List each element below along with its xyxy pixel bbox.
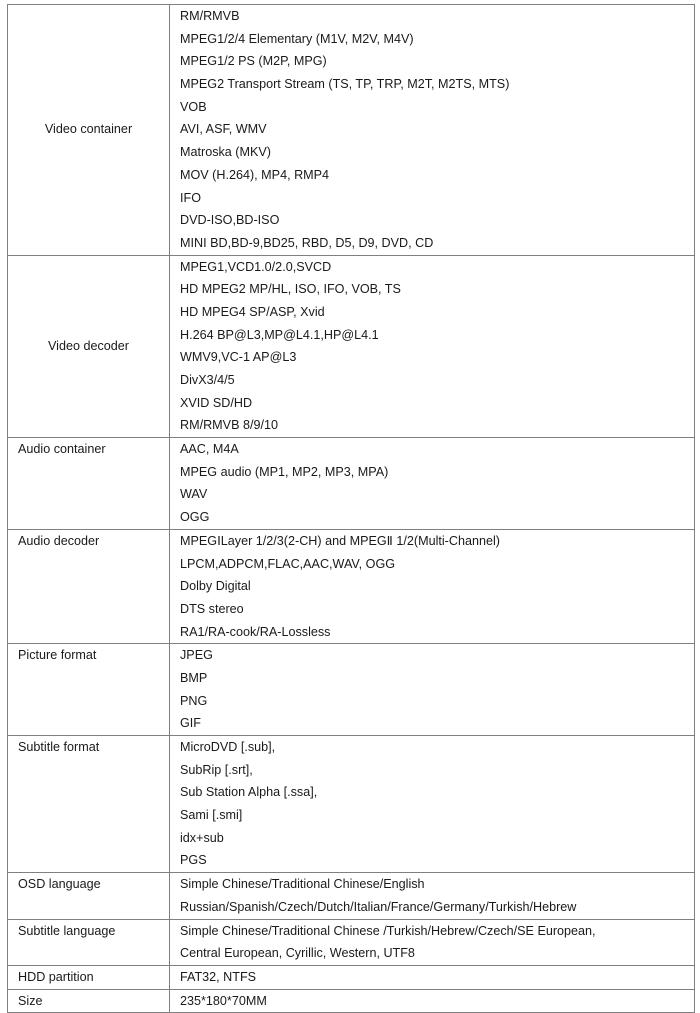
- spec-label-cell: [8, 529, 170, 643]
- spec-value: Simple Chinese/Traditional Chinese/English: [180, 877, 425, 892]
- spec-value: MPEGⅠLayer 1/2/3(2-CH) and MPEGⅡ 1/2(Multi-Channel): [180, 533, 500, 548]
- spec-value: JPEG: [180, 648, 213, 663]
- spec-value: PGS: [180, 853, 207, 868]
- spec-label-cell: [8, 919, 170, 965]
- spec-value: MINI BD,BD-9,BD25, RBD, D5, D9, DVD, CD: [180, 235, 434, 250]
- spec-value-cell: [170, 873, 695, 919]
- spec-label: Subtitle language: [18, 923, 116, 938]
- spec-value: DivX3/4/5: [180, 373, 235, 387]
- spec-value: XVID SD/HD: [180, 395, 253, 410]
- spec-value: Dolby Digital: [180, 579, 251, 594]
- spec-value-cell: [170, 5, 695, 256]
- spec-value: DVD-ISO,BD-ISO: [180, 213, 280, 228]
- spec-value: Sami [.smi]: [180, 808, 243, 823]
- spec-label-cell: [8, 438, 170, 530]
- spec-value: MPEG audio (MP1, MP2, MP3, MPA): [180, 464, 389, 479]
- spec-value: SubRip [.srt],: [180, 762, 253, 777]
- spec-value-cell: [170, 965, 695, 989]
- spec-value: VOB: [180, 99, 207, 114]
- spec-label-cell: [8, 5, 170, 256]
- spec-value: Matroska (MKV): [180, 145, 271, 160]
- spec-value: Simple Chinese/Traditional Chinese /Turkish/Hebrew/Czech/SE European,: [180, 923, 596, 938]
- spec-value: MPEG1/2 PS (M2P, MPG): [180, 54, 327, 69]
- spec-label-cell: [8, 873, 170, 919]
- spec-value: 235*180*70MM: [180, 993, 267, 1008]
- spec-value: GIF: [180, 716, 201, 731]
- spec-label-cell: [8, 644, 170, 736]
- spec-row: [8, 873, 695, 919]
- spec-value: WMV9,VC-1 AP@L3: [180, 350, 297, 365]
- spec-row: [8, 5, 695, 256]
- spec-value: MPEG2 Transport Stream (TS, TP, TRP, M2T, M2TS, MTS): [180, 77, 510, 92]
- spec-value: DTS stereo: [180, 601, 244, 616]
- spec-value: IFO: [180, 190, 201, 205]
- spec-value: RA1/RA-cook/RA-Lossless: [180, 624, 331, 639]
- spec-value: RM/RMVB: [180, 9, 240, 23]
- spec-label: Size: [18, 993, 43, 1008]
- spec-value: HD MPEG4 SP/ASP, Xvid: [180, 304, 325, 319]
- spec-value-cell: [170, 529, 695, 643]
- spec-value: Central European, Cyrillic, Western, UTF8: [180, 946, 415, 961]
- spec-value: LPCM,ADPCM,FLAC,AAC,WAV, OGG: [180, 556, 396, 571]
- spec-value: Sub Station Alpha [.ssa],: [180, 785, 318, 800]
- spec-value: RM/RMVB 8/9/10: [180, 418, 278, 433]
- spec-value-cell: [170, 919, 695, 965]
- spec-label: Video container: [44, 122, 133, 137]
- spec-label: Audio decoder: [18, 533, 100, 548]
- spec-value-cell: [170, 438, 695, 530]
- spec-row: [8, 255, 695, 438]
- spec-value: AAC, M4A: [180, 442, 239, 457]
- spec-label-cell: [8, 736, 170, 873]
- spec-label-cell: [8, 965, 170, 989]
- spec-value: AVI, ASF, WMV: [180, 122, 267, 137]
- spec-value: BMP: [180, 670, 208, 685]
- spec-value-cell: [170, 644, 695, 736]
- spec-value: PNG: [180, 693, 208, 708]
- spec-value: FAT32, NTFS: [180, 969, 257, 984]
- spec-row: [8, 529, 695, 643]
- spec-value: WAV: [180, 487, 208, 502]
- spec-label-cell: [8, 255, 170, 438]
- spec-value: MOV (H.264), MP4, RMP4: [180, 167, 330, 182]
- spec-value: HD MPEG2 MP/HL, ISO, IFO, VOB, TS: [180, 282, 401, 297]
- spec-row: [8, 438, 695, 530]
- spec-label: Picture format: [18, 648, 97, 663]
- spec-label: Video decoder: [48, 338, 129, 353]
- spec-value: MPEG1,VCD1.0/2.0,SVCD: [180, 259, 332, 274]
- spec-value-cell: [170, 736, 695, 873]
- spec-value: idx+sub: [180, 830, 224, 845]
- spec-value: MicroDVD [.sub],: [180, 740, 276, 754]
- spec-label-cell: [8, 989, 170, 1013]
- spec-value: H.264 BP@L3,MP@L4.1,HP@L4.1: [180, 327, 379, 342]
- spec-value: OGG: [180, 510, 210, 525]
- specifications-table: [7, 4, 695, 1013]
- specifications-table-body: [8, 5, 695, 1013]
- spec-value: MPEG1/2/4 Elementary (M1V, M2V, M4V): [180, 31, 414, 46]
- spec-value-cell: [170, 255, 695, 438]
- spec-label: OSD language: [18, 877, 101, 892]
- spec-label: Audio container: [18, 442, 106, 457]
- spec-label: Subtitle format: [18, 740, 100, 754]
- spec-row: [8, 736, 695, 873]
- spec-label: HDD partition: [18, 969, 94, 984]
- spec-value: Russian/Spanish/Czech/Dutch/Italian/France/Germany/Turkish/Hebrew: [180, 899, 577, 914]
- spec-row: [8, 965, 695, 989]
- spec-row: [8, 644, 695, 736]
- spec-row: [8, 989, 695, 1013]
- spec-value-cell: [170, 989, 695, 1013]
- spec-row: [8, 919, 695, 965]
